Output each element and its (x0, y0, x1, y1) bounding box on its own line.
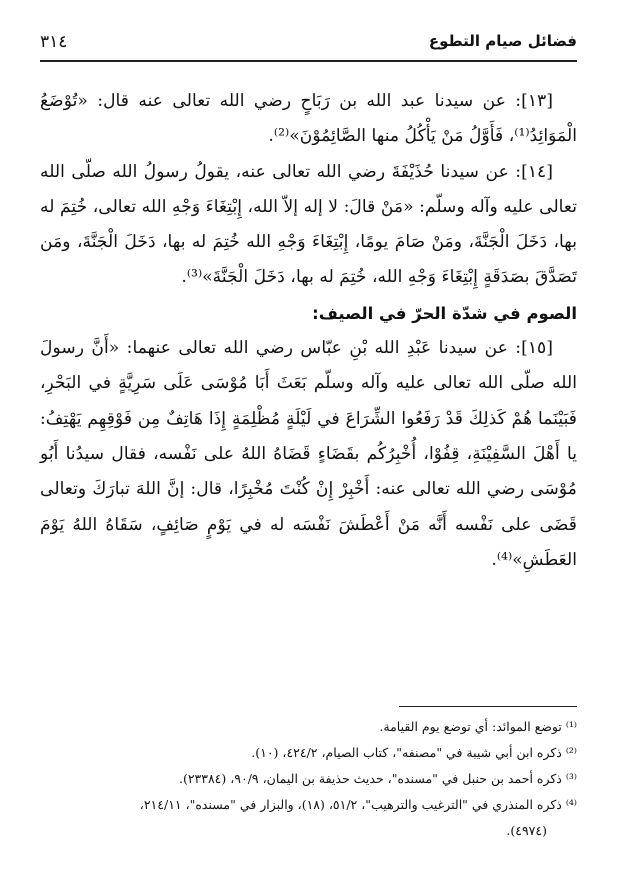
footnote-divider (399, 706, 577, 707)
running-title: فضائل صيام التطوع (428, 32, 577, 50)
main-text (40, 84, 577, 578)
hadith-13: [١٣]: عن سيدنا عبد الله بن رَبَاحٍ رضي الله تعالى عنه قال: «تُوْضَعُ الْمَوَائِدُ⁽¹⁾، فَأَوَّلُ مَنْ يَأْكُلُ منها الصَّائِمُوْنَ»⁽²⁾. (40, 91, 577, 147)
footnote-4-continuation: (٤٩٧٤). (506, 823, 547, 838)
footnote-1: ⁽¹⁾ توضع الموائد: أي توضع يوم القيامة. (379, 719, 577, 734)
hadith-14: [١٤]: عن سيدنا حُذَيْفَةَ رضي الله تعالى عنه، يقولُ رسولُ الله صلّى الله تعالى عليه وآله وسلّم: «مَنْ قالَ: لا إله إلاّ الله، إِبْتِغَاءَ وَجْهِ الله تعالى، خُتِمَ له بها، دَخَلَ الْجَنَّةَ، ومَنْ صَامَ يومًا، إِبْتِغَاءَ وَجْهِ الله خُتِمَ له بها، دَخَلَ الْجَنَّةَ، ومَن تَصَدَّقَ بصَدَقَةٍ إِبْتِغَاءَ وَجْهِ الله، خُتِمَ له بها، دَخَلَ الْجَنَّةَ»⁽³⁾. (40, 161, 577, 288)
footnote-3: ⁽³⁾ ذكره أحمد بن حنبل في "مسنده"، حديث حذيفة بن اليمان، ٩٠/٩، (٢٣٣٨٤). (178, 771, 577, 786)
hadith-15: [١٥]: عن سيدنا عَبْدِ الله بْنِ عبّاس رضي الله تعالى عنهما: «أَنَّ رسولَ الله صلّى الله تعالى عليه وآله وسلّم بَعَثَ أَبَا مُوْسَى عَلَى سَرِيَّةٍ في البَحْرِ، فَبَيْنَما هُمْ كَذلِكَ قَدْ رَفَعُوا الشِّرَاعَ في لَيْلَةٍ مُظْلِمَةٍ إِذَا هَاتِفٌ مِن فَوْقِهِم يَهْتِفُ: يا أَهْلَ السَّفِيْنَةِ، قِفُوْا، أُخْبِرُكُم بقَضَاءٍ قَضَاهُ اللهُ على نَفْسه، فقال سيدُنا أَبُو مُوْسَى رضي الله تعالى عنه: أَخْبِرْ إِنْ كُنْتَ مُخْبِرًا، قال: إنَّ اللهَ تبارَكَ وتعالى قَضَى على نَفْسه أَنَّه مَنْ أَعْطَشَ نَفْسَه له في يَوْمٍ صَائِفٍ، سَقَاهُ اللهُ يَوْمَ العَطَشِ»⁽⁴⁾. (40, 338, 577, 570)
section-heading: الصوم في شدّة الحرّ في الصيف: (312, 303, 577, 323)
footnote-2: ⁽²⁾ ذكره ابن أبي شيبة في "مصنفه"، كتاب الصيام، ٤٢٤/٢، (١٠). (251, 745, 577, 760)
footnotes (40, 714, 577, 844)
page-header (40, 28, 577, 62)
footnote-4: ⁽⁴⁾ ذكره المنذري في "الترغيب والترهيب"، ٥١/٢، (١٨)، والبزار في "مسنده"، ٢١٤/١١، (139, 797, 577, 812)
page-number: ٣١٤ (40, 32, 68, 52)
